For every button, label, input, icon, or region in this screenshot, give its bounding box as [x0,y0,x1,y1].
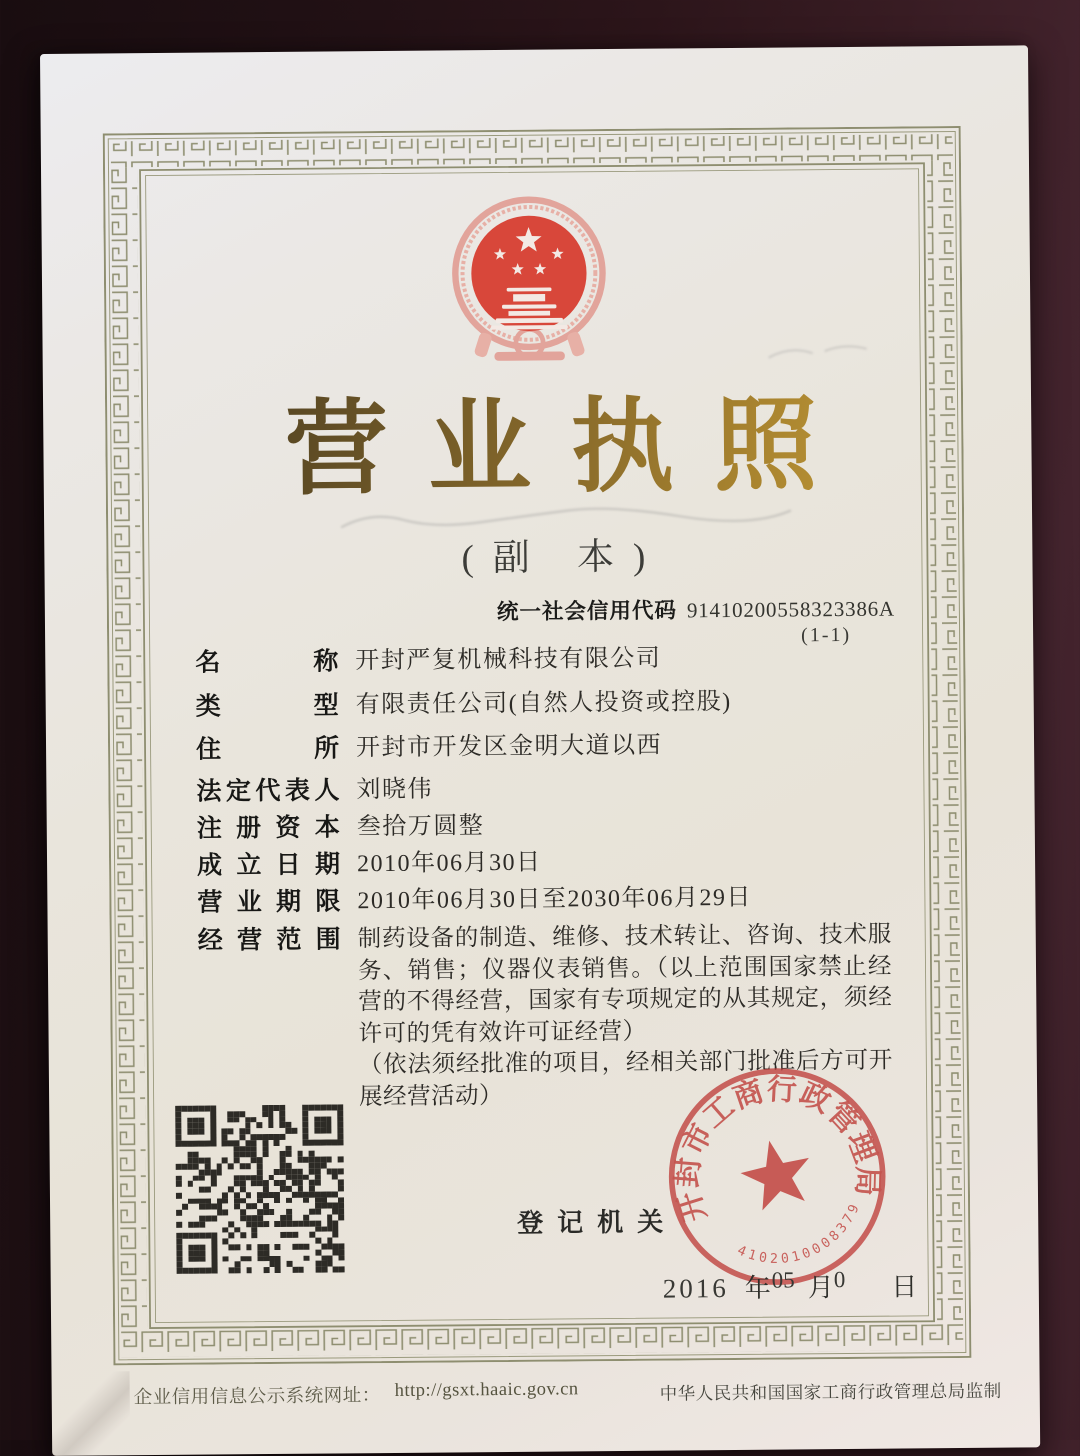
credit-code-value: 91410200558323386A [686,596,896,623]
day-unit: 日 [891,1272,918,1302]
field-value: 开封市开发区金明大道以西 [355,732,663,762]
footer-url-label: 企业信用信息公示系统网址： [133,1384,381,1408]
field-row-address [196,731,662,765]
field-value: 开封严复机械科技有限公司 [355,645,662,675]
credit-code-line [497,592,895,626]
field-row-type [196,687,732,722]
seal-code: 4102010008379 [734,1199,864,1267]
field-label: 名称 [195,647,339,677]
license-paper [40,45,1040,1456]
month-unit: 月 [807,1273,834,1303]
seal-text: 开封市工商行政管理局 [672,1073,884,1226]
field-label: 类型 [195,691,339,721]
field-label: 经营范围 [197,925,341,955]
credit-code-label: 统一社会信用代码 [496,598,678,625]
svg-text:4102010008379 [728,1197,873,1278]
issue-date [663,1266,918,1305]
issue-day: 0 [833,1267,846,1293]
field-label: 成立日期 [196,850,341,880]
field-row-name [195,644,661,678]
field-value: 2010年06月30日至2030年06月29日 [357,884,753,915]
field-value: 叁拾万圆整 [356,813,485,841]
field-value: 刘晓伟 [356,776,434,804]
license-title: 营业执照 [43,386,1029,508]
china-national-emblem-icon [448,194,610,381]
field-row-legal-representative [196,775,433,807]
license-subtitle-duplicate: (副 本) [461,536,665,580]
registration-authority-label: 登记机关 [517,1206,678,1238]
footer-issuing-authority: 中华人民共和国国家工商行政管理总局监制 [659,1380,1002,1404]
field-label: 法定代表人 [196,776,340,806]
year-unit: 年 [744,1273,771,1303]
page-number: (1-1) [801,623,852,647]
field-row-registered-capital [197,811,485,844]
issue-year: 2016 [662,1273,729,1304]
field-label: 注册资本 [196,813,340,843]
field-value: 有限责任公司(自然人投资或控股) [355,688,732,719]
footer-public-system-url [134,1379,579,1409]
seal-star [735,1133,818,1213]
field-value: 2010年06月30日 [356,849,542,878]
field-row-business-term [197,883,752,918]
paper-fold-crease [52,1371,131,1456]
field-row-establish-date [197,848,542,881]
issue-month: 05 [771,1267,795,1293]
pencil-smudge [762,335,872,370]
qr-code [175,1104,344,1273]
field-label: 住所 [195,734,340,764]
footer-url-value: http://gsxt.haaic.gov.cn [394,1379,579,1401]
scope-paragraph-2: （依法须经批准的项目，经相关部门批准后方可开展经营活动） [358,1047,893,1110]
field-label: 营业期限 [197,887,341,917]
scope-paragraph-1: 制药设备的制造、维修、技术转让、咨询、技术服务、销售；仪器仪表销售。（以上范围国家禁止经营的不得经营，国家有专项规定的从其规定，须经许可的凭有效许可证经营） [357,921,893,1047]
